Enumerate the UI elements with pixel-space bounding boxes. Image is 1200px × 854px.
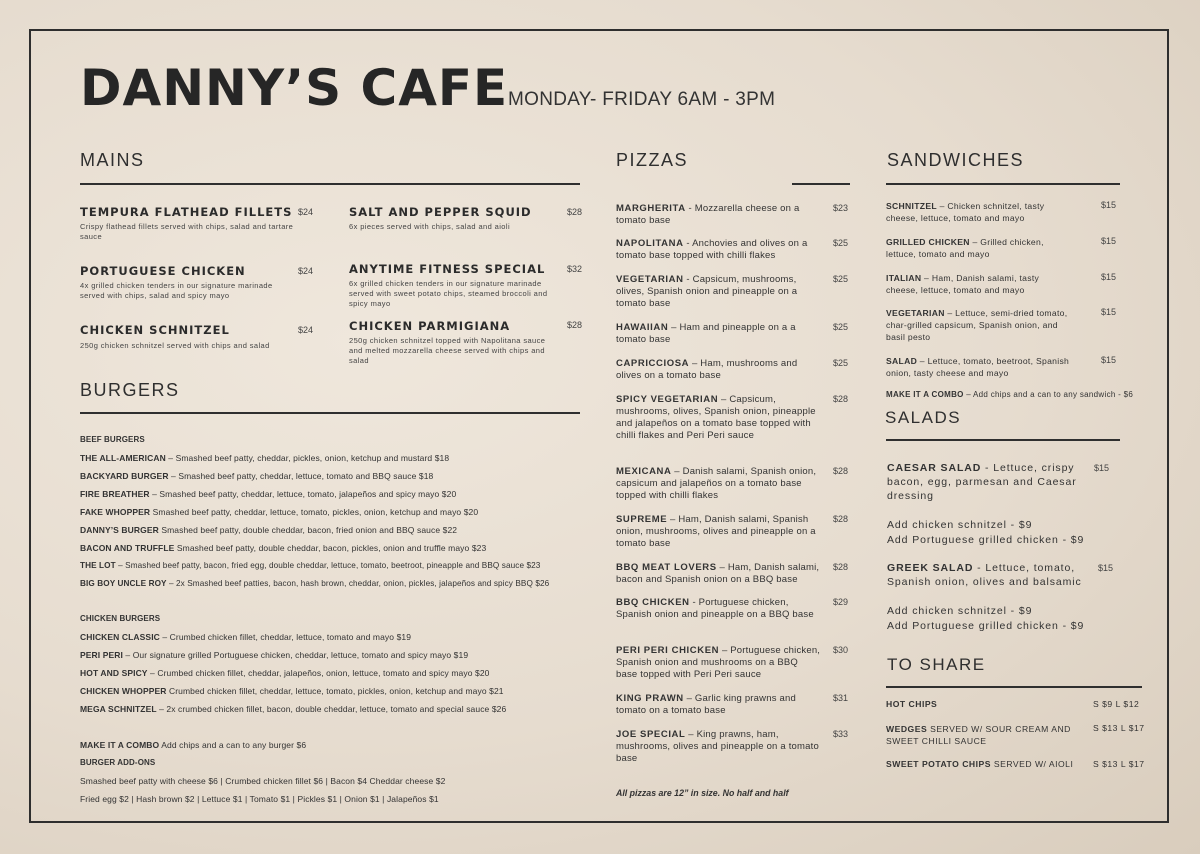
burger-desc: Crumbed chicken fillet, cheddar, lettuce, tomato, pickles, onion, ketchup and mayo $21 [166,686,504,696]
pizza-desc: - Portuguese chicken, Spanish onion and pineapple on a BBQ base [616,597,814,620]
sandwich-item [886,272,1071,296]
mains-divider [80,183,580,185]
sandwich-name: ITALIAN [886,273,922,283]
pizza-item [616,562,821,586]
pizza-desc: – Ham and pineapple on a a tomato base [616,322,796,345]
salad-addon: Add Portuguese grilled chicken - $9 [887,534,1085,546]
burger-line [80,561,540,570]
pizza-item [616,274,821,310]
pizza-size-note: All pizzas are 12” in size. No half and half [616,788,789,798]
sandwich-item [886,307,1071,343]
sandwich-price: $15 [1101,355,1117,365]
main-item-price: $24 [298,266,314,276]
main-item-price: $28 [567,207,583,217]
pizza-desc: – Capsicum, mushrooms, olives, Spanish onion, pineapple and jalapeños on a tomato base topped with chilli flakes and Peri Peri sauce [616,394,816,441]
burger-desc: Smashed beef patty, double cheddar, bacon, pickles, onion and truffle mayo $23 [174,543,487,553]
share-desc: SERVED W/ SOUR CREAM AND SWEET CHILLI SAUCE [886,724,1071,746]
burger-name: MEGA SCHNITZEL [80,704,157,714]
mains-heading: MAINS [80,150,145,170]
share-name: SWEET POTATO CHIPS [886,759,991,769]
sandwich-combo [886,389,1156,401]
salad-addon: Add chicken schnitzel - $9 [887,605,1033,617]
burger-desc: – Smashed beef patty, cheddar, lettuce, tomato, jalapeños and spicy mayo $20 [149,489,457,499]
burger-line [80,525,457,535]
burger-desc: – Crumbed chicken fillet, cheddar, lettuce, tomato and mayo $19 [159,632,412,642]
pizza-item [616,238,821,262]
share-price: S $9 L $12 [1093,699,1140,709]
burger-line [80,668,490,678]
pizza-name: PERI PERI CHICKEN [616,645,720,656]
sandwich-desc: – Chicken schnitzel, tasty cheese, lettuce, tomato and mayo [886,201,1045,223]
burger-desc: – Smashed beef patty, bacon, fried egg, double cheddar, lettuce, tomato, beetroot, pineapple and BBQ sauce $23 [115,561,541,570]
burger-line [80,632,411,642]
burger-desc: – Crumbed chicken fillet, cheddar, jalapeños, onion, lettuce, tomato and spicy mayo $20 [147,668,490,678]
chicken-burgers-heading: CHICKEN BURGERS [80,614,161,623]
salad-price: $15 [1098,563,1114,573]
main-item-desc: 250g chicken schnitzel served with chips and salad [80,341,270,350]
burger-name: THE LOT [80,561,116,570]
pizzas-divider [792,183,850,185]
pizza-name: NAPOLITANA [616,238,684,249]
pizza-desc: - Anchovies and olives on a tomato base topped with chilli flakes [616,238,808,261]
pizza-price: $33 [833,729,849,739]
pizza-price: $31 [833,693,849,703]
main-item-desc: 250g chicken schnitzel topped with Napolitana sauce and melted mozzarella cheese served with chips and salad [349,336,546,365]
pizza-price: $28 [833,466,849,476]
burgers-heading: BURGERS [80,380,180,400]
pizza-name: MARGHERITA [616,203,686,214]
pizza-item [616,322,821,346]
burger-addons-heading: BURGER ADD-ONS [80,758,156,767]
main-item-name: SALT AND PEPPER SQUID [349,205,532,219]
combo-name: MAKE IT A COMBO [80,740,160,750]
burger-line [80,489,456,499]
pizza-name: SPICY VEGETARIAN [616,394,719,405]
sandwich-item [886,200,1071,224]
pizza-name: CAPRICCIOSA [616,358,690,369]
salad-price: $15 [1094,463,1110,473]
burger-desc: – 2x crumbed chicken fillet, bacon, double cheddar, lettuce, tomato and special sauce $26 [156,704,507,714]
pizza-desc: – Danish salami, Spanish onion, capsicum and jalapeños on a tomato base topped with chilli flakes [616,466,817,501]
burger-name: BACON AND TRUFFLE [80,543,175,553]
pizza-name: MEXICANA [616,466,672,477]
salad-name: GREEK SALAD [887,562,974,574]
main-item-price: $28 [567,320,583,330]
main-item-desc: 6x pieces served with chips, salad and aioli [349,222,511,231]
pizza-desc: – King prawns, ham, mushrooms, olives and pineapple on a tomato base [616,729,819,764]
burger-name: CHICKEN WHOPPER [80,686,167,696]
share-name: HOT CHIPS [886,699,938,709]
salad-desc: - Lettuce, tomato, Spanish onion, olives and balsamic [887,562,1082,588]
burger-desc: Smashed beef patty, double cheddar, bacon, fried onion and BBQ sauce $22 [158,525,458,535]
burger-desc: Smashed beef patty, cheddar, lettuce, tomato, pickles, onion, ketchup and mayo $20 [150,507,479,517]
burger-desc: – Smashed beef patty, cheddar, pickles, onion, ketchup and mustard $18 [165,453,450,463]
combo-desc: – Add chips and a can to any sandwich - $6 [963,390,1134,399]
beef-burgers-heading: BEEF BURGERS [80,435,145,444]
salad-item [887,461,1097,503]
burger-name: THE ALL-AMERICAN [80,453,166,463]
burger-desc: – Smashed beef patty, cheddar, lettuce, tomato and BBQ sauce $18 [168,471,434,481]
pizza-item [616,394,821,442]
pizza-name: VEGETARIAN [616,274,684,285]
pizza-price: $28 [833,394,849,404]
main-item-desc: 4x grilled chicken tenders in our signature marinade served with chips, salad and spicy mayo [80,281,273,300]
main-item-name: TEMPURA FLATHEAD FILLETS [80,205,293,219]
burger-name: BIG BOY UNCLE ROY [80,579,167,588]
sandwich-desc: – Grilled chicken, lettuce, tomato and mayo [886,237,1044,259]
burger-line [80,650,468,660]
combo-desc: Add chips and a can to any burger $6 [159,740,307,750]
burger-desc: – Our signature grilled Portuguese chicken, cheddar, lettuce, tomato and spicy mayo $19 [122,650,469,660]
main-item-name: CHICKEN PARMIGIANA [349,319,511,333]
burger-line [80,471,433,481]
burger-line [80,686,504,696]
burger-line [80,579,549,588]
burger-line [80,704,506,714]
burger-name: FAKE WHOPPER [80,507,151,517]
sandwich-desc: – Lettuce, tomato, beetroot, Spanish onion, tasty cheese and mayo [886,356,1070,378]
share-name: WEDGES [886,724,928,734]
sandwich-desc: – Ham, Danish salami, tasty cheese, lettuce, tomato and mayo [886,273,1040,295]
share-item [886,759,1073,769]
pizza-price: $23 [833,203,849,213]
burgers-divider [80,412,580,414]
pizza-name: BBQ CHICKEN [616,597,690,608]
pizza-item [616,729,821,765]
main-item-price: $24 [298,207,314,217]
burger-addons-line: Smashed beef patty with cheese $6 | Crumbed chicken fillet $6 | Bacon $4 Cheddar cheese $2 [80,776,446,786]
salad-addon: Add Portuguese grilled chicken - $9 [887,620,1085,632]
sandwich-item [886,355,1071,379]
to-share-heading: TO SHARE [887,655,986,674]
pizza-desc: – Ham, Danish salami, bacon and Spanish onion on a BBQ base [616,562,820,585]
pizza-desc: – Portuguese chicken, Spanish onion and mushrooms on a BBQ base topped with Peri Peri sauce [616,645,821,680]
sandwich-desc: – Lettuce, semi-dried tomato, char-grilled capsicum, Spanish onion, and basil pesto [886,308,1068,342]
pizza-price: $25 [833,274,849,284]
burger-combo [80,740,306,750]
burger-name: DANNY’S BURGER [80,525,159,535]
sandwich-item [886,236,1071,260]
pizza-item [616,514,821,550]
pizza-desc: – Ham, mushrooms and olives on a tomato base [616,358,798,381]
sandwich-price: $15 [1101,272,1117,282]
pizza-desc: – Garlic king prawns and tomato on a tomato base [616,693,796,716]
sandwich-price: $15 [1101,236,1117,246]
pizza-price: $29 [833,597,849,607]
share-desc: SERVED W/ AIOLI [990,759,1074,769]
sandwich-name: SCHNITZEL [886,201,937,211]
burger-name: CHICKEN CLASSIC [80,632,160,642]
pizza-price: $30 [833,645,849,655]
sandwich-name: SALAD [886,356,918,366]
opening-hours: MONDAY- FRIDAY 6AM - 3PM [508,89,776,110]
main-item-desc: 6x grilled chicken tenders in our signature marinade served with sweet potato chips, steamed broccoli and spicy mayo [349,279,548,308]
pizza-item [616,645,821,681]
burger-addons-line: Fried egg $2 | Hash brown $2 | Lettuce $1 | Tomato $1 | Pickles $1 | Onion $1 | Jalapeños $1 [80,794,439,804]
burger-name: BACKYARD BURGER [80,471,169,481]
pizza-desc: - Mozzarella cheese on a tomato base [616,203,800,226]
pizza-name: HAWAIIAN [616,322,669,333]
sandwich-price: $15 [1101,200,1117,210]
main-item-name: ANYTIME FITNESS SPECIAL [349,262,546,276]
pizza-item [616,693,821,717]
pizza-desc: - Capsicum, mushrooms, olives, Spanish onion and pineapple on a tomato base [616,274,798,309]
main-item-price: $32 [567,264,583,274]
burger-desc: – 2x Smashed beef patties, bacon, hash brown, cheddar, onion, pickles, jalapeños and spicy BBQ $26 [166,579,550,588]
pizza-name: SUPREME [616,514,668,525]
pizza-price: $28 [833,514,849,524]
pizza-name: KING PRAWN [616,693,684,704]
share-price: S $13 L $17 [1093,759,1145,769]
salads-divider [886,439,1120,441]
share-price: S $13 L $17 [1093,723,1145,733]
salad-name: CAESAR SALAD [887,462,982,474]
salad-item [887,561,1097,589]
salad-desc: - Lettuce, crispy bacon, egg, parmesan and Caesar dressing [887,462,1077,502]
main-item-desc: Crispy flathead fillets served with chips, salad and tartare sauce [80,222,294,241]
pizza-item [616,203,821,227]
pizza-desc: – Ham, Danish salami, Spanish onion, mushrooms, olives and pineapple on a tomato base [616,514,816,549]
salad-addon: Add chicken schnitzel - $9 [887,519,1033,531]
sandwiches-divider [886,183,1120,185]
combo-name: MAKE IT A COMBO [886,390,964,399]
pizza-price: $28 [833,562,849,572]
main-item-name: PORTUGUESE CHICKEN [80,264,246,278]
pizza-name: BBQ MEAT LOVERS [616,562,717,573]
burger-name: FIRE BREATHER [80,489,150,499]
burger-line [80,507,478,517]
sandwich-name: VEGETARIAN [886,308,945,318]
pizza-item [616,358,821,382]
pizza-price: $25 [833,358,849,368]
burger-line [80,543,486,553]
pizzas-heading: PIZZAS [616,150,689,170]
main-item-price: $24 [298,325,314,335]
sandwich-name: GRILLED CHICKEN [886,237,970,247]
pizza-price: $25 [833,322,849,332]
burger-line [80,453,449,463]
salads-heading: SALADS [885,408,962,427]
pizza-name: JOE SPECIAL [616,729,686,740]
to-share-divider [886,686,1142,688]
sandwich-price: $15 [1101,307,1117,317]
pizza-item [616,597,821,621]
main-item-name: CHICKEN SCHNITZEL [80,323,230,337]
burger-name: HOT AND SPICY [80,668,148,678]
cafe-name: DANNY’S CAFE [80,59,509,117]
pizza-price: $25 [833,238,849,248]
burger-name: PERI PERI [80,650,123,660]
pizza-item [616,466,821,502]
sandwiches-heading: SANDWICHES [887,150,1025,170]
share-item [886,699,937,709]
share-item [886,723,1091,747]
